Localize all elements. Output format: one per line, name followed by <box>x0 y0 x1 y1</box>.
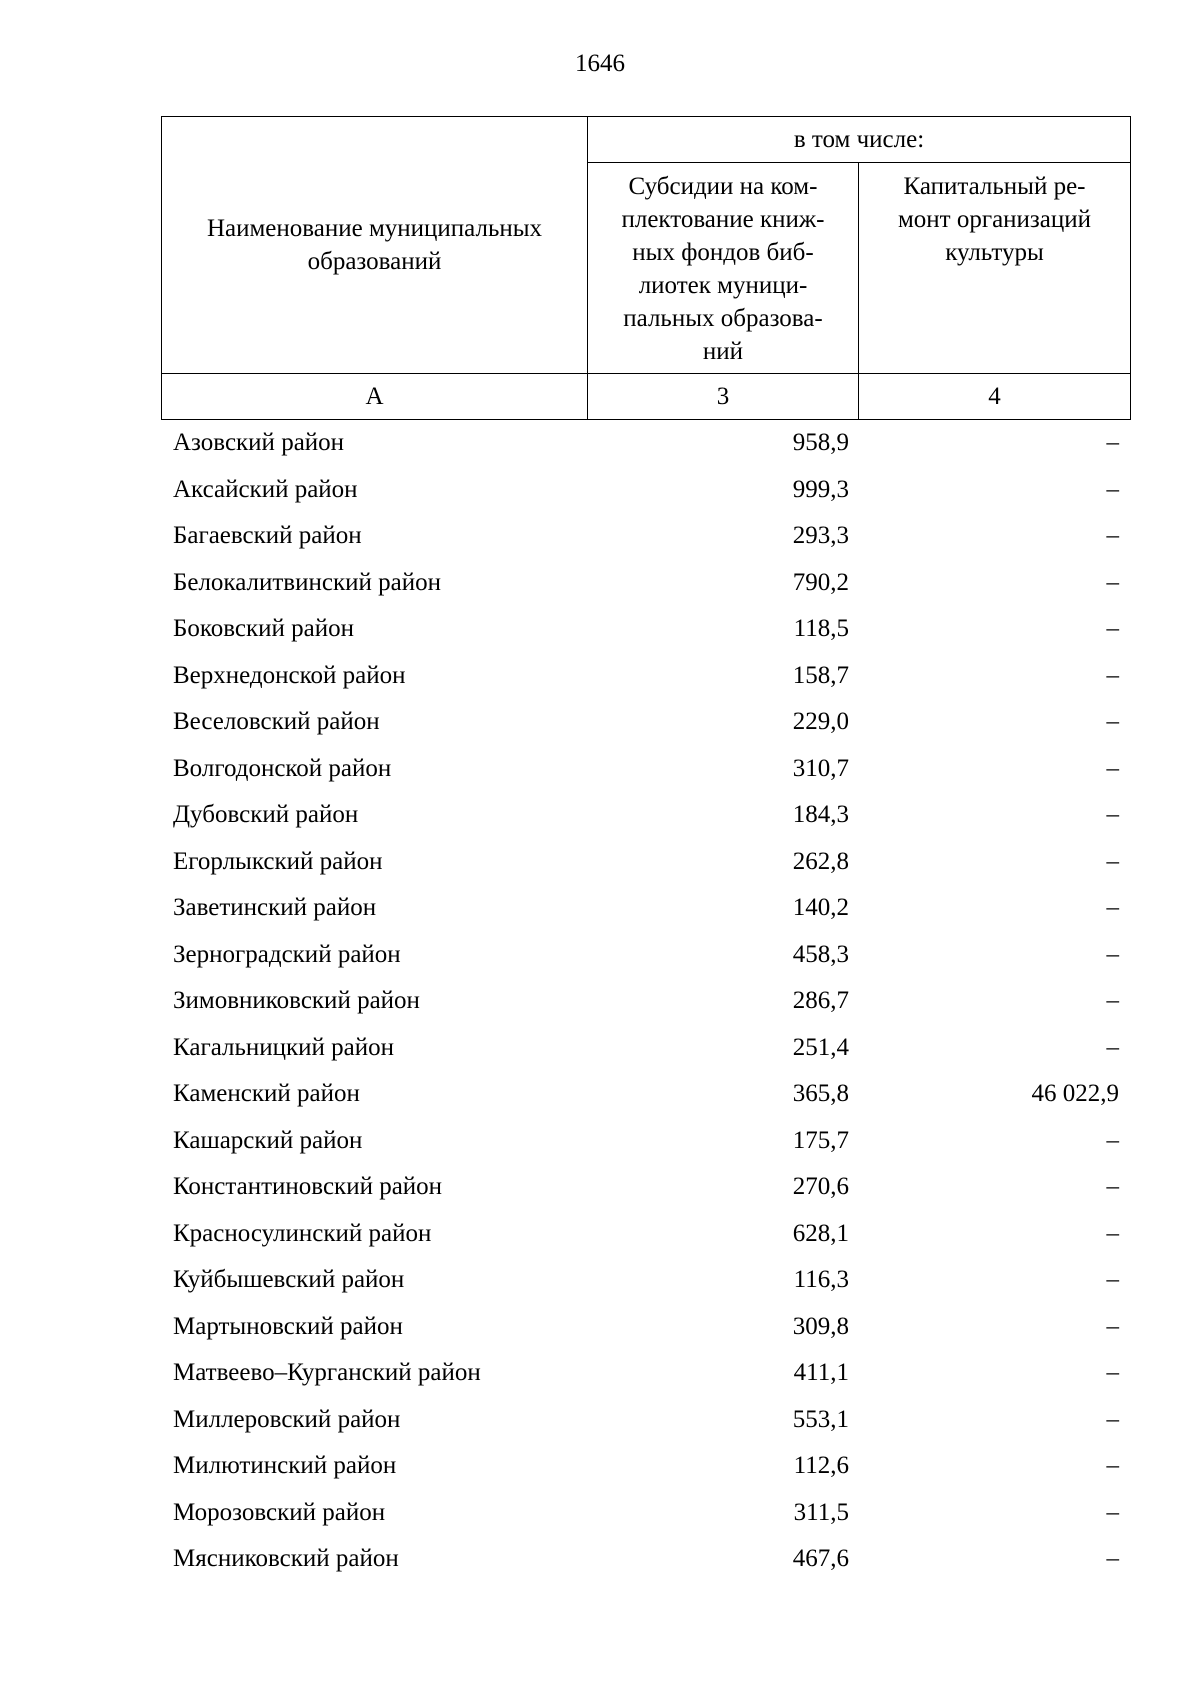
row-value-col3: 790,2 <box>792 568 849 596</box>
header-municipality-name: Наименование муниципальных образований <box>162 117 588 374</box>
row-name: Зерноградский район <box>173 940 401 968</box>
header-col3-title <box>588 163 859 374</box>
table-body <box>161 420 1130 1583</box>
row-name: Куйбышевский район <box>173 1266 405 1293</box>
row-value-col3: 116,3 <box>793 1266 849 1293</box>
table-row <box>161 1304 1130 1351</box>
row-value-col4: – <box>1106 754 1119 782</box>
row-value-col3: 175,7 <box>792 1126 849 1154</box>
row-value-col4: – <box>1106 1173 1119 1200</box>
row-name: Верхнедонской район <box>173 661 406 689</box>
row-value-col4: – <box>1106 940 1119 968</box>
row-value-col4: – <box>1106 1359 1119 1386</box>
row-name: Милютинский район <box>173 1452 397 1479</box>
row-name: Константиновский район <box>173 1173 443 1200</box>
row-value-col3: 286,7 <box>792 987 849 1014</box>
table-row <box>161 978 1130 1025</box>
table-row <box>161 1164 1130 1211</box>
row-value-col4: – <box>1106 1498 1119 1526</box>
row-value-col3: 229,0 <box>792 708 849 735</box>
header-line: ний <box>702 338 744 365</box>
table-row <box>161 792 1130 839</box>
row-name: Боковский район <box>173 615 354 642</box>
table-row <box>161 653 1130 700</box>
header-col-3: 3 <box>588 374 859 420</box>
page-number: 1646 <box>575 50 625 77</box>
row-value-col4: – <box>1106 661 1119 689</box>
row-value-col4: 46 022,9 <box>1031 1080 1119 1107</box>
table-row <box>161 467 1130 514</box>
row-name: Зимовниковский район <box>173 987 420 1014</box>
header-line: лиотек муници- <box>638 272 808 299</box>
table-row <box>161 839 1130 886</box>
table-row <box>161 932 1130 979</box>
row-value-col3: 118,5 <box>793 615 849 642</box>
row-name: Волгодонской район <box>173 754 392 782</box>
row-value-col3: 309,8 <box>792 1312 849 1340</box>
header-col4-title <box>859 163 1131 374</box>
header-line: пальных образова- <box>623 305 823 332</box>
header-col-a: А <box>162 374 588 420</box>
table-row <box>161 885 1130 932</box>
row-name: Матвеево–Курганский район <box>173 1359 481 1386</box>
header-line: Капитальный ре- <box>903 173 1086 200</box>
row-value-col3: 251,4 <box>792 1033 849 1061</box>
header-within: в том числе: <box>588 117 1131 163</box>
header-line: монт организаций <box>897 206 1092 233</box>
row-value-col4: – <box>1106 1266 1119 1293</box>
row-name: Багаевский район <box>173 522 362 549</box>
row-value-col4: – <box>1106 1452 1119 1479</box>
row-name: Морозовский район <box>173 1498 386 1526</box>
row-name: Заветинский район <box>173 894 377 921</box>
row-value-col4: – <box>1106 801 1119 828</box>
row-value-col3: 184,3 <box>792 801 849 828</box>
table-row <box>161 606 1130 653</box>
table-row <box>161 1118 1130 1165</box>
table-row <box>161 1397 1130 1444</box>
header-line: Субсидии на ком- <box>628 173 818 200</box>
table-row <box>161 746 1130 793</box>
row-value-col3: 140,2 <box>792 894 849 921</box>
row-name: Дубовский район <box>173 801 359 828</box>
row-value-col4: – <box>1106 522 1119 549</box>
row-name: Веселовский район <box>173 708 380 735</box>
row-value-col3: 158,7 <box>792 661 849 689</box>
table-row <box>161 1536 1130 1583</box>
row-value-col3: 999,3 <box>792 475 849 503</box>
row-value-col4: – <box>1106 1033 1119 1061</box>
table-row <box>161 699 1130 746</box>
table-row <box>161 513 1130 560</box>
row-value-col4: – <box>1106 894 1119 921</box>
row-value-col4: – <box>1106 847 1119 875</box>
row-value-col3: 365,8 <box>792 1080 849 1107</box>
row-name: Красносулинский район <box>173 1219 432 1247</box>
table-row <box>161 1443 1130 1490</box>
row-value-col3: 262,8 <box>792 847 849 875</box>
row-value-col4: – <box>1106 987 1119 1014</box>
table-row <box>161 1350 1130 1397</box>
table-row <box>161 1257 1130 1304</box>
row-value-col4: – <box>1106 708 1119 735</box>
table-header <box>161 116 1131 420</box>
table-row <box>161 1071 1130 1118</box>
row-value-col4: – <box>1106 429 1119 456</box>
row-name: Каменский район <box>173 1080 360 1107</box>
table-row <box>161 1490 1130 1537</box>
row-value-col3: 270,6 <box>792 1173 849 1200</box>
row-value-col3: 467,6 <box>792 1545 849 1572</box>
row-name: Азовский район <box>173 429 345 456</box>
row-value-col4: – <box>1106 1219 1119 1247</box>
row-name: Белокалитвинский район <box>173 568 441 596</box>
row-value-col4: – <box>1106 1312 1119 1340</box>
header-col-4: 4 <box>859 374 1131 420</box>
row-value-col4: – <box>1106 568 1119 596</box>
row-value-col4: – <box>1106 1405 1119 1433</box>
row-name: Кагальницкий район <box>173 1033 395 1061</box>
row-value-col3: 958,9 <box>792 429 849 456</box>
row-name: Аксайский район <box>173 475 358 503</box>
table-row <box>161 420 1130 467</box>
row-value-col4: – <box>1106 615 1119 642</box>
header-line: культуры <box>945 239 1044 266</box>
row-value-col4: – <box>1106 1126 1119 1154</box>
row-value-col3: 628,1 <box>792 1219 849 1247</box>
row-value-col3: 411,1 <box>793 1359 849 1386</box>
row-value-col3: 293,3 <box>792 522 849 549</box>
row-value-col3: 310,7 <box>792 754 849 782</box>
header-line: ных фондов биб- <box>632 239 814 266</box>
row-value-col4: – <box>1106 1545 1119 1572</box>
row-value-col3: 553,1 <box>792 1405 849 1433</box>
row-name: Миллеровский район <box>173 1405 401 1433</box>
row-value-col3: 458,3 <box>792 940 849 968</box>
row-value-col4: – <box>1106 475 1119 503</box>
row-value-col3: 311,5 <box>793 1498 849 1526</box>
row-name: Мясниковский район <box>173 1545 399 1572</box>
row-name: Егорлыкский район <box>173 847 383 875</box>
row-name: Мартыновский район <box>173 1312 403 1340</box>
table-row <box>161 1211 1130 1258</box>
row-value-col3: 112,6 <box>793 1452 849 1479</box>
header-line: плектование книж- <box>621 206 825 233</box>
table-row <box>161 560 1130 607</box>
table-row <box>161 1025 1130 1072</box>
row-name: Кашарский район <box>173 1126 363 1154</box>
